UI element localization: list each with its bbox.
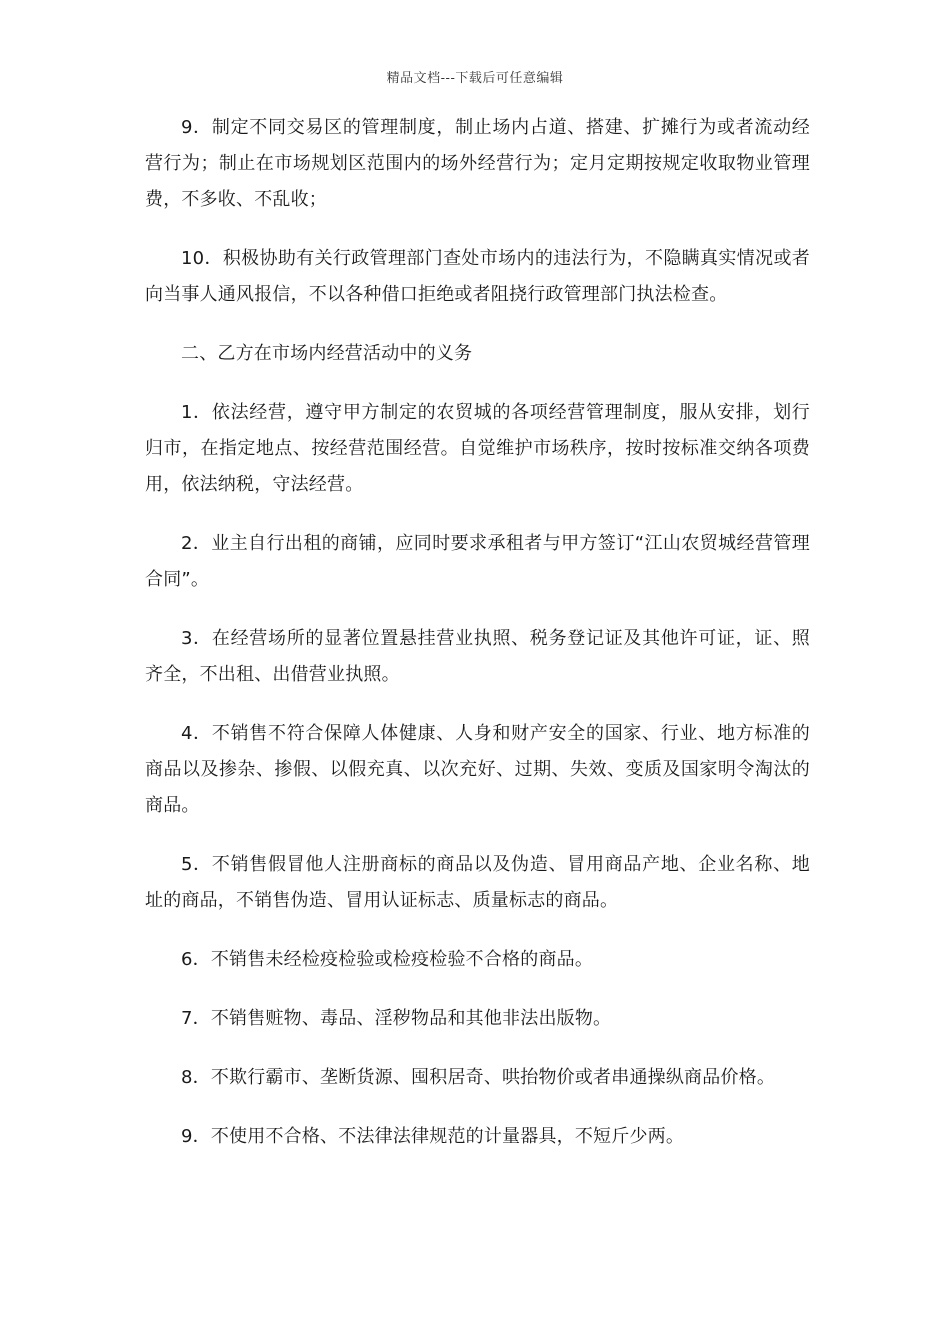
page-header: 精品文档---下载后可任意编辑 [386, 71, 564, 86]
paragraph-obligation-2: 2．业主自行出租的商铺，应同时要求承租者与甲方签订“江山农贸城经营管理合同”。 [145, 533, 810, 590]
paragraph-duty-9: 9．制定不同交易区的管理制度，制止场内占道、搭建、扩摊行为或者流动经营行为；制止在市场规划区范围内的场外经营行为；定月定期按规定收取物业管理费，不多收、不乱收； [145, 117, 810, 210]
paragraph-obligation-3: 3．在经营场所的显著位置悬挂营业执照、税务登记证及其他许可证，证、照齐全，不出租、出借营业执照。 [145, 628, 810, 685]
paragraph-obligation-1: 1．依法经营，遵守甲方制定的农贸城的各项经营管理制度，服从安排，划行归市，在指定地点、按经营范围经营。自觉维护市场秩序，按时按标准交纳各项费用，依法纳税，守法经营。 [145, 402, 810, 495]
section-heading-party-b-obligations: 二、乙方在市场内经营活动中的义务 [181, 343, 473, 364]
paragraph-obligation-6: 6．不销售未经检疫检验或检疫检验不合格的商品。 [181, 949, 594, 970]
document-body [145, 110, 810, 1178]
paragraph-obligation-5: 5．不销售假冒他人注册商标的商品以及伪造、冒用商品产地、企业名称、地址的商品，不销售伪造、冒用认证标志、质量标志的商品。 [145, 854, 810, 911]
paragraph-obligation-9: 9．不使用不合格、不法律法律规范的计量器具，不短斤少两。 [181, 1126, 685, 1147]
paragraph-obligation-7: 7．不销售赃物、毒品、淫秽物品和其他非法出版物。 [181, 1008, 612, 1029]
paragraph-obligation-4: 4．不销售不符合保障人体健康、人身和财产安全的国家、行业、地方标准的商品以及掺杂、掺假、以假充真、以次充好、过期、失效、变质及国家明令淘汰的商品。 [145, 723, 810, 816]
paragraph-obligation-8: 8．不欺行霸市、垄断货源、囤积居奇、哄抬物价或者串通操纵商品价格。 [181, 1067, 776, 1088]
paragraph-duty-10: 10．积极协助有关行政管理部门查处市场内的违法行为，不隐瞒真实情况或者向当事人通风报信，不以各种借口拒绝或者阻挠行政管理部门执法检查。 [145, 248, 810, 305]
